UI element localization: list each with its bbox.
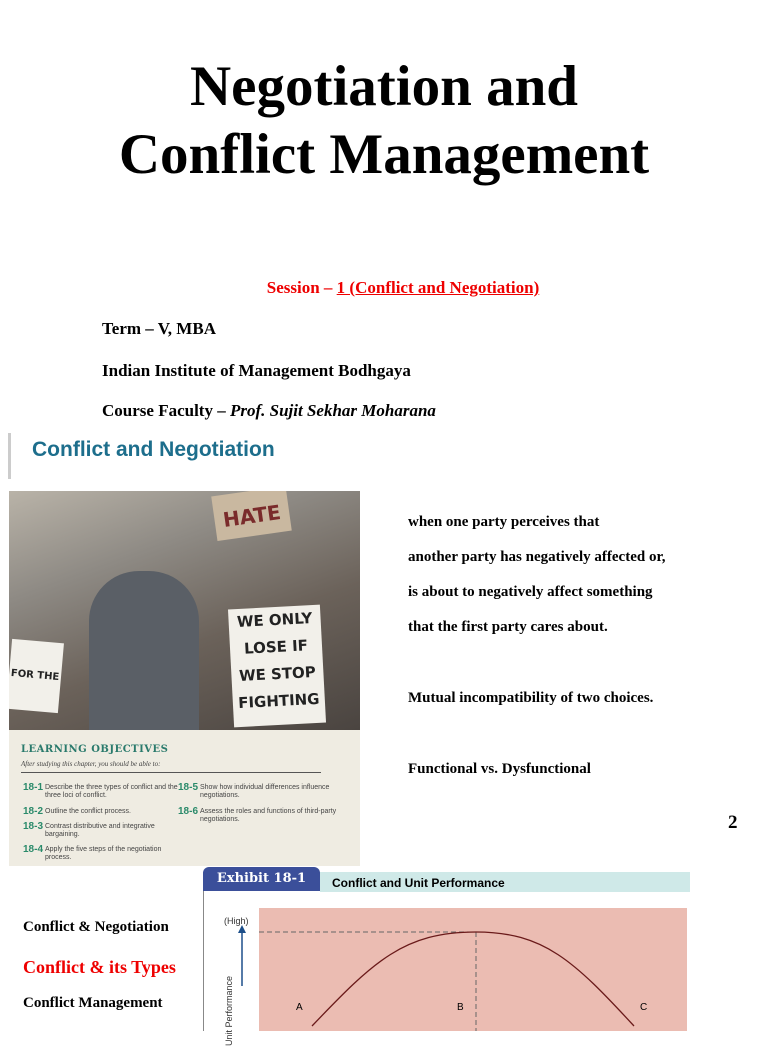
objective-text: Contrast distributive and integrative bargaining. xyxy=(45,823,155,838)
y-high-label: (High) xyxy=(224,916,249,926)
term: Term – V, MBA xyxy=(102,319,216,338)
session-prefix: Session – xyxy=(266,278,337,297)
sign-left: FOR THE xyxy=(9,639,64,713)
objective-text: Show how individual differences influence negotiations. xyxy=(200,784,330,799)
title-line-2: Conflict Management xyxy=(118,123,650,186)
sign-top: HATE xyxy=(211,491,292,541)
objective xyxy=(23,844,185,862)
performance-curve-chart xyxy=(204,891,691,1031)
plot-area xyxy=(259,908,687,1031)
objective xyxy=(178,782,340,800)
nav-conflict-negotiation[interactable]: Conflict & Negotiation xyxy=(23,919,169,935)
objective xyxy=(23,806,185,817)
arrow-head-icon xyxy=(238,925,246,933)
faculty xyxy=(102,401,436,421)
point-functional: Functional vs. Dysfunctional xyxy=(408,761,591,777)
objective xyxy=(23,782,185,800)
objective-num: 18-1 xyxy=(23,782,44,793)
exhibit-title: Conflict and Unit Performance xyxy=(320,872,690,892)
faculty-name: Prof. Sujit Sekhar Moharana xyxy=(229,401,436,420)
exhibit-chart xyxy=(203,891,691,1046)
objective-num: 18-5 xyxy=(178,782,199,793)
sign-line: FIGHTING xyxy=(237,689,320,713)
session-line xyxy=(0,278,768,298)
point-incompatibility: Mutual incompatibility of two choices. xyxy=(408,690,654,706)
definition-line: that the first party cares about. xyxy=(408,619,608,635)
section-header: Conflict and Negotiation xyxy=(32,438,275,461)
point-a-label: A xyxy=(296,1002,303,1013)
objective-text: Assess the roles and functions of third-party negotiations. xyxy=(200,808,337,823)
objective xyxy=(23,821,185,839)
objective-num: 18-4 xyxy=(23,844,44,855)
lo-title: LEARNING OBJECTIVES xyxy=(21,744,169,755)
page-number: 2 xyxy=(728,812,738,833)
person-figure xyxy=(89,571,199,730)
objective-text: Outline the conflict process. xyxy=(45,808,131,815)
sign-line: WE STOP xyxy=(238,662,317,685)
divider xyxy=(21,772,321,773)
point-c-label: C xyxy=(640,1002,648,1013)
faculty-label: Course Faculty – xyxy=(102,401,230,420)
objective-num: 18-6 xyxy=(178,806,199,817)
institute: Indian Institute of Management Bodhgaya xyxy=(102,361,411,380)
definition-line: when one party perceives that xyxy=(408,514,600,530)
nav-conflict-management[interactable]: Conflict Management xyxy=(23,995,163,1011)
learning-objectives xyxy=(9,730,360,866)
nav-conflict-types[interactable]: Conflict & its Types xyxy=(23,957,176,977)
session-link[interactable]: 1 (Conflict and Negotiation) xyxy=(336,278,540,297)
lo-subtitle: After studying this chapter, you should be able to: xyxy=(21,760,161,768)
title-line-1: Negotiation and xyxy=(190,55,578,118)
objective-num: 18-2 xyxy=(23,806,44,817)
point-b-label: B xyxy=(457,1002,464,1013)
y-axis-label: Unit Performance xyxy=(224,975,235,1046)
objective-num: 18-3 xyxy=(23,821,44,832)
definition-line: is about to negatively affect something xyxy=(408,584,653,600)
definition-line: another party has negatively affected or, xyxy=(408,549,666,565)
objective xyxy=(178,806,340,824)
objective-text: Describe the three types of conflict and the three loci of conflict. xyxy=(45,784,178,799)
protest-photo xyxy=(9,491,360,730)
sign-line: WE ONLY xyxy=(236,609,313,632)
objective-text: Apply the five steps of the negotiation process. xyxy=(45,846,162,861)
sign-line: LOSE IF xyxy=(243,636,309,658)
header-accent-bar xyxy=(8,433,11,479)
exhibit-tab: Exhibit 18-1 xyxy=(203,867,320,891)
sign-main xyxy=(228,605,326,728)
